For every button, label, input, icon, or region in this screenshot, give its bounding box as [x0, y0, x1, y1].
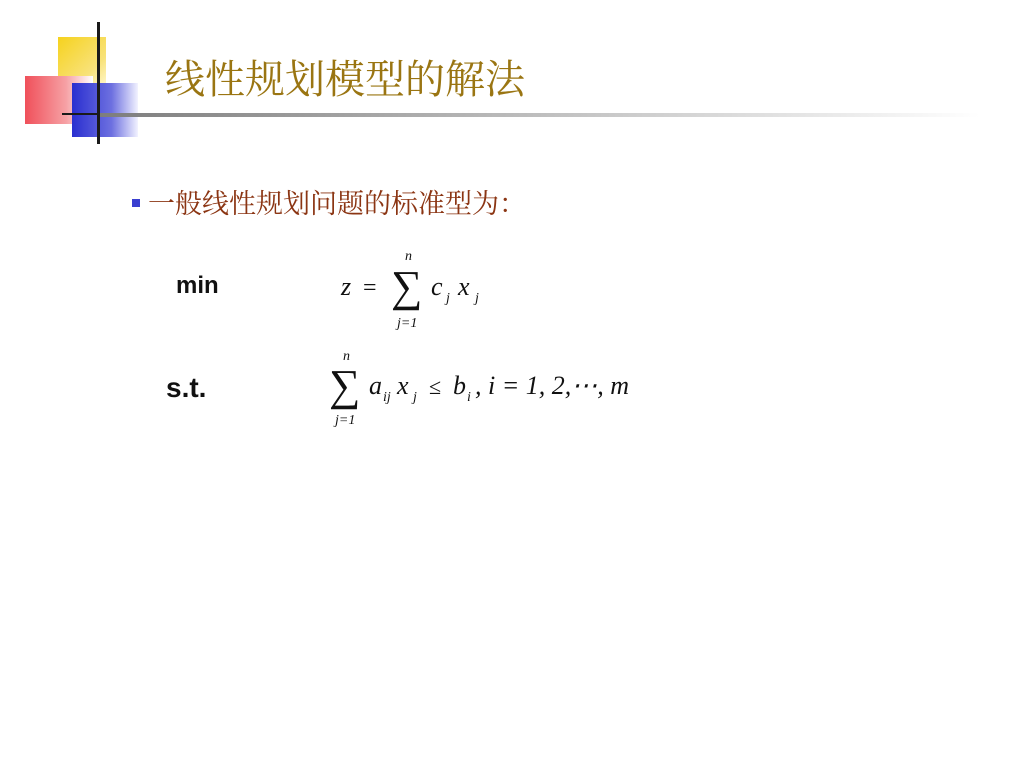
constraint-rhs: b	[453, 371, 466, 400]
title-underline	[100, 113, 980, 117]
summation-symbol: ∑	[391, 262, 423, 311]
blue-square-decoration	[72, 83, 138, 137]
objective-formula	[335, 245, 505, 339]
constraint-rhs-sub: i	[467, 390, 471, 405]
objective-coef: c	[431, 272, 443, 301]
constraint-relation: ≤	[429, 374, 442, 399]
objective-coef-sub: j	[446, 291, 450, 306]
vertical-rule-decoration	[97, 22, 100, 144]
constraint-sum-upper: n	[343, 349, 350, 364]
objective-label: min	[176, 272, 219, 299]
bullet-text: 一般线性规划问题的标准型为：	[148, 189, 526, 220]
bullet-square-icon	[132, 199, 140, 207]
objective-var-sub: j	[475, 291, 479, 306]
objective-formula-svg	[335, 245, 505, 335]
constraint-sum-lower: j=1	[335, 413, 356, 428]
constraint-coef: a	[369, 371, 382, 400]
objective-lhs: z	[341, 272, 352, 301]
constraint-coef-sub: ij	[383, 390, 391, 405]
objective-equals: =	[363, 275, 377, 301]
constraint-formula-svg	[325, 348, 655, 438]
objective-var: x	[458, 272, 470, 301]
objective-sum-upper: n	[405, 249, 412, 264]
constraint-label: s.t.	[166, 372, 207, 403]
constraint-var-sub: j	[413, 390, 417, 405]
constraint-index-clause: , i = 1, 2,⋯, m	[475, 371, 630, 400]
objective-sum-lower: j=1	[397, 316, 418, 331]
bullet-item	[132, 182, 526, 221]
summation-symbol: ∑	[329, 361, 361, 410]
constraint-formula	[325, 348, 655, 442]
slide-title: 线性规划模型的解法	[165, 57, 525, 103]
constraint-var: x	[397, 371, 409, 400]
slide-corner-decoration	[0, 0, 160, 150]
